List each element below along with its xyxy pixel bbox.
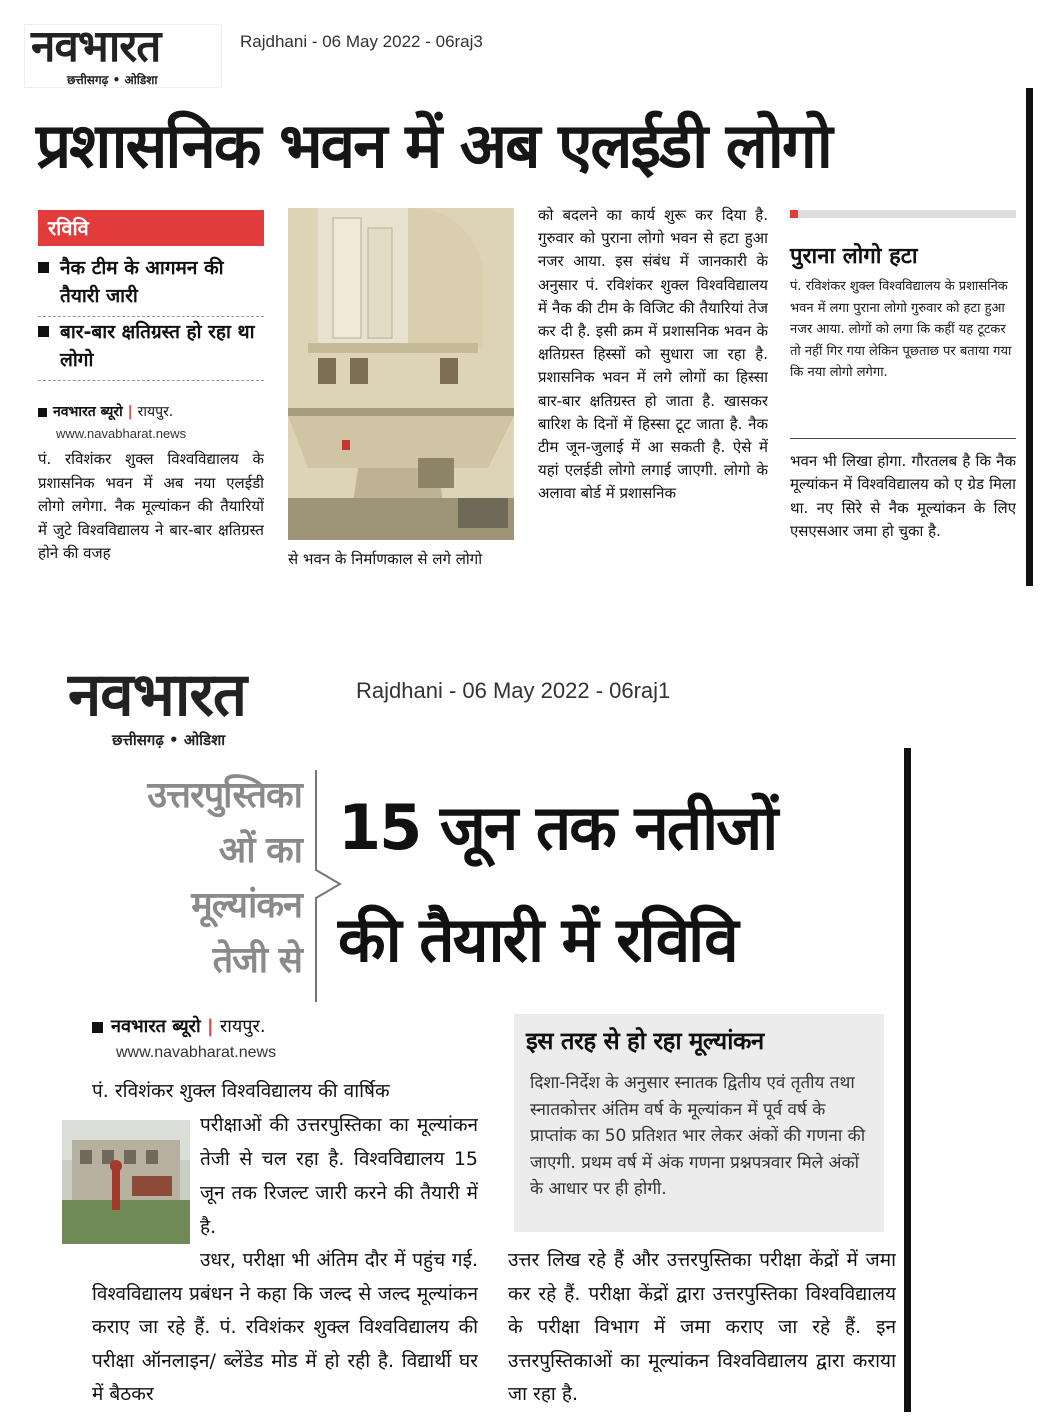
building-photo <box>288 208 514 540</box>
column-3-text: को बदलने का कार्य शुरू कर दिया है. गुरुवार को पुराना लोगो भवन से हटा हुआ नजर आया. इस संबंध में जानकारी के अनुसार पं. रविशंकर शुक्ल विश्वविद्यालय में नैक की टीम के विजिट की तैयारियां तेज कर दी है. इसी क्रम में प्रशासनिक भवन के क्षतिग्रस्त हिस्सों को सुधारा जा रहा है. प्रशासनिक भवन में लगे लोगों का हिस्सा बार-बार क्षतिग्रस्त हो जाता है. खासकर बारिश के दिनों में हिस्सा टूट जाता है. नैक टीम जून-जुलाई में आ सकती है. ऐसे में यहां एलईडी लोगो लगाई जाएगी. लोगो के अलावा बोर्ड में प्रशासनिक <box>538 206 768 503</box>
kicker-line-3: मूल्यांकन <box>191 885 302 926</box>
edition-label: Rajdhani - 06 May 2022 - 06raj3 <box>240 32 483 51</box>
lead-rest-text: उधर, परीक्षा भी अंतिम दौर में पहुंच गई. विश्वविद्यालय प्रबंधन ने कहा कि जल्द से जल्द मूल्यांकन कराए जा रहे हैं. पं. रविशंकर शुक्ल विश्वविद्यालय की परीक्षा ऑनलाइन/ ब्लेंडेड मोड में हो रही है. विद्यार्थी घर में बैठकर <box>92 1249 478 1405</box>
headline-line-1: 15 जून तक नतीजों <box>338 791 777 864</box>
right-border-rule <box>1026 88 1033 586</box>
info-box-text: दिशा-निर्देश के अनुसार स्नातक द्वितीय एवं तृतीय तथा स्नातकोत्तर अंतिम वर्ष के मूल्यांकन में पूर्व वर्ष के प्राप्तांक का 50 प्रतिशत भार लेकर अंकों की गणना की जाएगी. प्रथम वर्ष में अंक गणना प्रश्नपत्रवार मिले अंकों के आधार पर ही होगी. <box>530 1073 866 1199</box>
column-1-text: पं. रविशंकर शुक्ल विश्वविद्यालय के प्रशासनिक भवन में अब नया एलईडी लोगो लगेगा. नैक मूल्यांकन की तैयारियों में जुटे विश्वविद्यालय ने बार-बार क्षतिग्रस्त होने की वजह <box>38 450 264 562</box>
headline <box>338 772 898 996</box>
sidebar-accent <box>790 210 1016 218</box>
info-box <box>514 1014 884 1232</box>
column-4-text: भवन भी लिखा होगा. गौरतलब है कि नैक मूल्यांकन में विश्वविद्यालय को ए ग्रेड मिला था. नए सिरे से नैक मूल्यांकन के लिए एसएसआर जमा हो चुका है. <box>790 452 1016 540</box>
bullet-square-icon <box>38 262 49 273</box>
university-photo <box>62 1120 190 1244</box>
headline-line-2: की तैयारी में रविवि <box>338 903 737 976</box>
edition-label: Rajdhani - 06 May 2022 - 06raj1 <box>356 678 671 703</box>
masthead-logo-box <box>24 21 222 88</box>
right-border-rule <box>904 748 911 1412</box>
masthead-subtitle: छत्तीसगढ़ • ओडिशा <box>112 731 226 749</box>
highlight-text: बार-बार क्षतिग्रस्त हो रहा था लोगो <box>60 321 255 371</box>
column-2-text: उत्तर लिख रहे हैं और उत्तरपुस्तिका परीक्षा केंद्रों में जमा कर रहे हैं. परीक्षा केंद्रों द्वारा उत्तरपुस्तिका विश्वविद्यालय के परीक्षा विभाग में जमा कराए जा रहे हैं. इन उत्तरपुस्तिकाओं का मूल्यांकन विश्वविद्यालय द्वारा कराया जा रहा है. <box>508 1249 896 1405</box>
university-illustration <box>62 1120 190 1244</box>
byline-name: नवभारत ब्यूरो <box>53 404 123 420</box>
byline-city: रायपुर. <box>219 1016 266 1037</box>
section-tag-label: रविवि <box>48 216 89 240</box>
byline: नवभारत ब्यूरो | रायपुर. <box>38 402 264 421</box>
sidebar-title: पुराना लोगो हटा <box>790 244 918 269</box>
kicker-line-4: तेजी से <box>212 940 302 981</box>
highlight-text: नैक टीम के आगमन की तैयारी जारी <box>60 257 224 307</box>
masthead-logo-box <box>62 660 334 752</box>
headline: प्रशासनिक भवन में अब एलईडी लोगो <box>36 109 831 182</box>
byline-city: रायपुर. <box>137 404 174 420</box>
byline-name: नवभारत ब्यूरो <box>111 1016 201 1037</box>
building-illustration <box>288 208 514 540</box>
masthead-logo: नवभारत <box>31 21 161 72</box>
kicker-line-2: ओं का <box>218 830 302 871</box>
highlight-1 <box>38 254 264 317</box>
sidebar-divider <box>790 438 1016 439</box>
lead-first-line: पं. रविशंकर शुक्ल विश्वविद्यालय की वार्षिक <box>92 1080 390 1102</box>
sidebar-text: पं. रविशंकर शुक्ल विश्वविद्यालय के प्रशासनिक भवन में लगा पुराना लोगो गुरुवार को हटा हुआ नजर आया. लोगों को लगा कि कहीं यह टूटकर तो नहीं गिर गया लेकिन पूछताछ पर बताया गया कि नया लोगो लगेगा. <box>790 279 1012 380</box>
highlight-2 <box>38 318 264 381</box>
bullet-square-icon <box>38 408 47 417</box>
kicker-line-1: उत्तरपुस्तिका <box>147 775 302 816</box>
kicker <box>80 768 302 988</box>
masthead-subtitle: छत्तीसगढ़ • ओडिशा <box>67 73 158 87</box>
website-label: www.navabharat.news <box>56 426 187 441</box>
bullet-square-icon <box>92 1022 103 1033</box>
section-tag <box>38 210 264 246</box>
photo-caption-text: से भवन के निर्माणकाल से लगे लोगो <box>288 550 483 568</box>
bullet-square-icon <box>38 326 49 337</box>
lead-wrap-text: परीक्षाओं की उत्तरपुस्तिका का मूल्यांकन तेजी से चल रहा है. विश्वविद्यालय 15 जून तक रिजल्ट जारी करने की तैयारी में है. <box>200 1114 478 1238</box>
masthead-logo: नवभारत <box>68 660 247 730</box>
website-label: www.navabharat.news <box>116 1044 277 1061</box>
info-box-title: इस तरह से हो रहा मूल्यांकन <box>526 1027 764 1055</box>
byline: नवभारत ब्यूरो | रायपुर. <box>92 1014 266 1038</box>
